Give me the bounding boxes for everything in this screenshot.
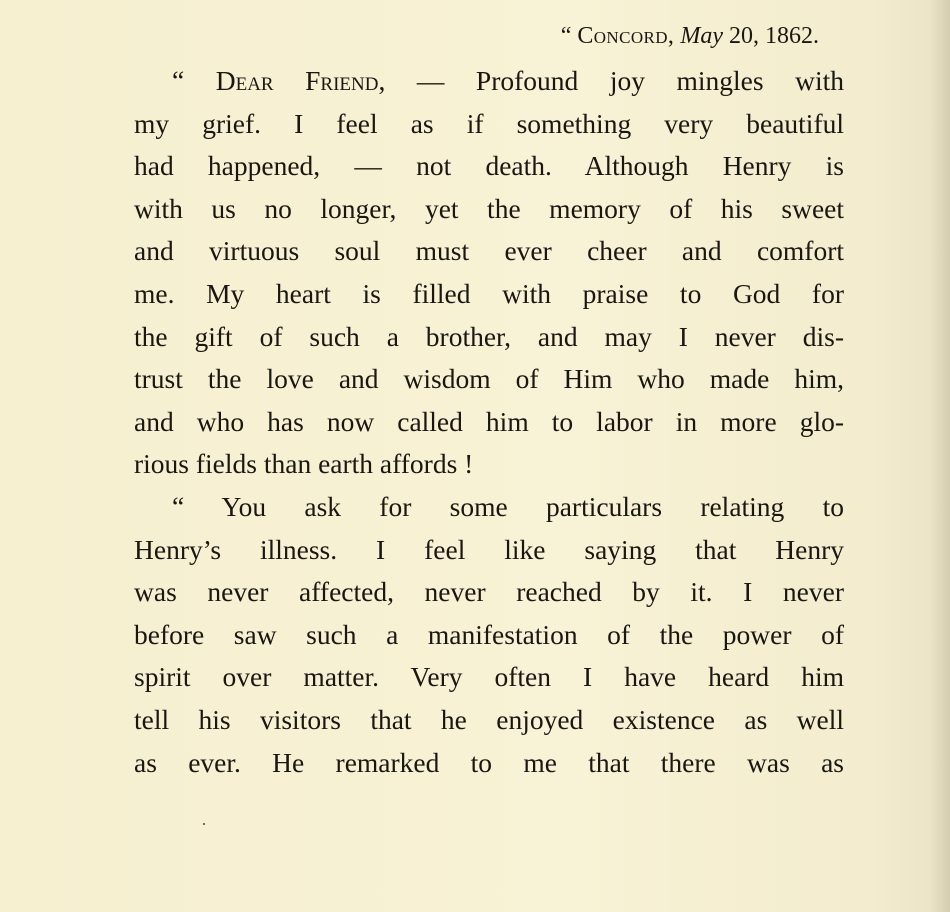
dateline-place: Concord, xyxy=(577,23,675,49)
text-line: the gift of such a brother, and may I never dis- xyxy=(134,320,844,352)
text-line: as ever. He remarked to me that there was as xyxy=(134,746,844,778)
page-edge-shadow xyxy=(930,0,950,912)
dateline-month: May xyxy=(680,23,723,49)
text-line: rious fields than earth affords ! xyxy=(134,448,474,480)
letter-salutation: “ Dear Friend, xyxy=(172,65,386,96)
dateline-date: 20, 1862. xyxy=(729,23,819,49)
text-line xyxy=(134,60,844,103)
text-line: tell his visitors that he enjoyed existence as well xyxy=(134,703,844,735)
letter-dateline xyxy=(485,14,819,58)
text-line: me. My heart is filled with praise to God for xyxy=(134,277,844,309)
text-line: was never affected, never reached by it. I never xyxy=(134,576,844,608)
text-line: with us no longer, yet the memory of his sweet xyxy=(134,192,844,224)
dateline-open-quote: “ xyxy=(560,23,572,49)
paragraph-2 xyxy=(134,486,844,784)
text-line: “ You ask for some particulars relating to xyxy=(172,491,844,522)
text-line: and virtuous soul must ever cheer and comfort xyxy=(134,235,844,267)
text-line: before saw such a manifestation of the power of xyxy=(134,618,844,650)
text-line: had happened, — not death. Although Henry is xyxy=(134,150,844,182)
ink-speck xyxy=(203,823,205,825)
text-line: my grief. I feel as if something very beautiful xyxy=(134,107,844,139)
text-line: spirit over matter. Very often I have heard him xyxy=(134,661,844,693)
paragraph-1 xyxy=(134,60,844,486)
text-line-content: — Profound joy mingles with xyxy=(385,65,844,96)
text-line: Henry’s illness. I feel like saying that Henry xyxy=(134,533,844,565)
text-line: trust the love and wisdom of Him who made him, xyxy=(134,363,844,395)
text-line: and who has now called him to labor in more glo- xyxy=(134,405,844,437)
